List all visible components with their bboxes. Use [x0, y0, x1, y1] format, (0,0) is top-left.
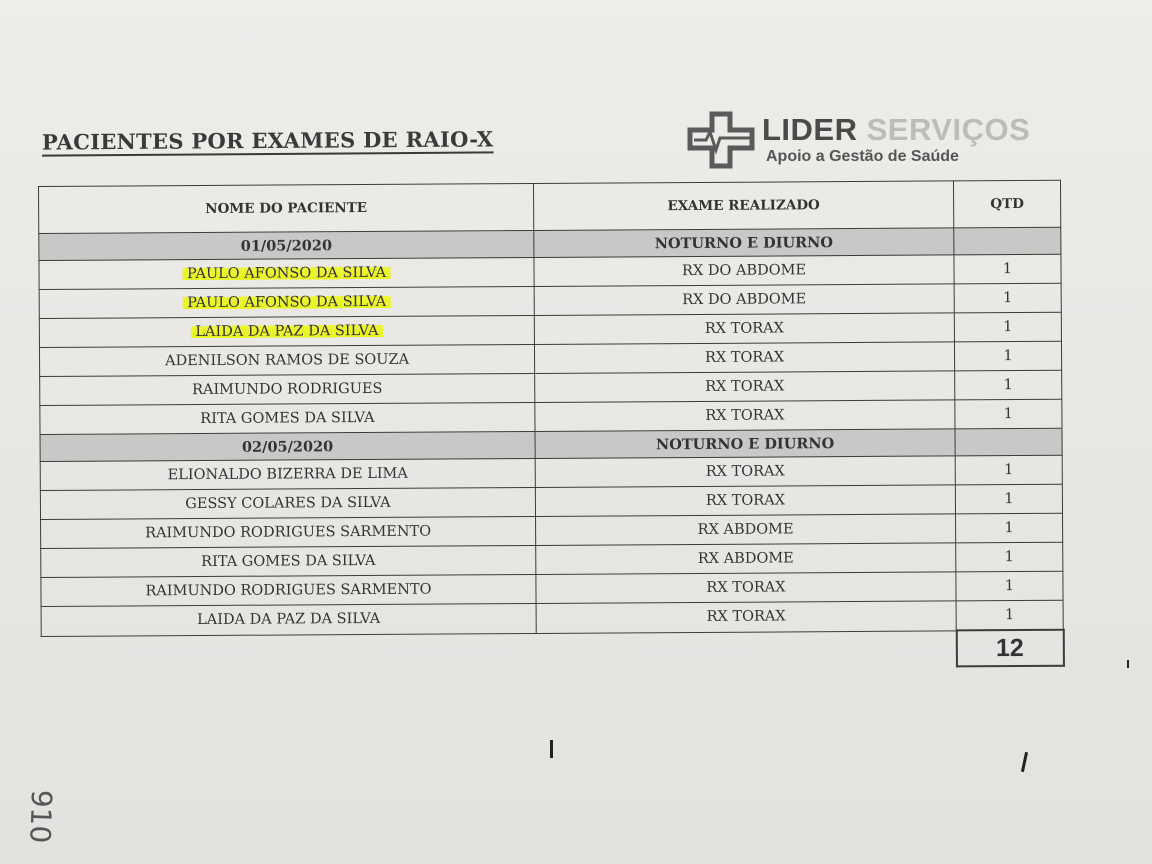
- qty-cell: 1: [954, 254, 1061, 284]
- group-date: 02/05/2020: [40, 431, 535, 461]
- pen-mark: [1021, 752, 1028, 772]
- patient-name: RAIMUNDO RODRIGUES SARMENTO: [145, 523, 432, 542]
- logo-name-dark: LIDER: [762, 112, 867, 147]
- patient-name-cell: [39, 344, 534, 376]
- header-qty: QTD: [953, 180, 1060, 228]
- patient-name-cell: [39, 286, 534, 318]
- patient-name: ADENILSON RAMOS DE SOUZA: [165, 351, 410, 370]
- header-patient-name: NOME DO PACIENTE: [39, 183, 534, 233]
- exam-cell: RX TORAX: [535, 400, 955, 432]
- patient-name-cell: [40, 487, 535, 519]
- table-body: [39, 227, 1064, 672]
- total-qty: 12: [956, 630, 1063, 667]
- patient-name-cell: [41, 603, 536, 636]
- patient-name: RAIMUNDO RODRIGUES SARMENTO: [145, 581, 432, 600]
- qty-cell: 1: [955, 370, 1062, 400]
- header-exam: EXAME REALIZADO: [533, 181, 953, 231]
- patient-name: LAIDA DA PAZ DA SILVA: [197, 611, 381, 629]
- patient-name-cell: [41, 545, 536, 577]
- exam-table: [38, 180, 1064, 673]
- group-qty-empty: [955, 428, 1062, 456]
- exam-cell: RX DO ABDOME: [534, 255, 954, 287]
- logo-tagline: Apoio a Gestão de Saúde: [766, 148, 959, 165]
- handwritten-note: 910: [23, 789, 59, 844]
- total-spacer: [41, 633, 536, 672]
- exam-cell: RX TORAX: [535, 456, 955, 488]
- exam-cell: RX ABDOME: [536, 514, 956, 546]
- patient-name-cell: [39, 315, 534, 347]
- patient-name: LAIDA DA PAZ DA SILVA: [191, 323, 382, 340]
- group-date: 01/05/2020: [39, 230, 534, 260]
- qty-cell: 1: [956, 542, 1063, 572]
- group-shift: NOTURNO E DIURNO: [534, 228, 954, 258]
- qty-cell: 1: [955, 399, 1062, 429]
- exam-cell: RX TORAX: [536, 601, 956, 633]
- group-shift: NOTURNO E DIURNO: [535, 429, 955, 459]
- patient-name-cell: [41, 574, 536, 606]
- patient-name: RAIMUNDO RODRIGUES: [191, 380, 383, 399]
- document-title: PACIENTES POR EXAMES DE RAIO-X: [41, 126, 494, 155]
- exam-cell: RX TORAX: [535, 371, 955, 403]
- patient-name-cell: [40, 458, 535, 490]
- qty-cell: 1: [954, 341, 1061, 371]
- qty-cell: 1: [954, 283, 1061, 313]
- exam-cell: RX TORAX: [536, 572, 956, 604]
- group-qty-empty: [954, 227, 1061, 255]
- exam-table-container: [38, 180, 1065, 673]
- lider-servicos-logo: [686, 108, 1056, 174]
- exam-cell: RX TORAX: [534, 342, 954, 374]
- qty-cell: 1: [955, 484, 1062, 514]
- table-header-row: [39, 180, 1061, 233]
- total-spacer: [536, 630, 956, 669]
- qty-cell: 1: [956, 571, 1063, 601]
- patient-name: PAULO AFONSO DA SILVA: [183, 265, 390, 282]
- patient-name: ELIONALDO BIZERRA DE LIMA: [167, 465, 408, 484]
- logo-name: [762, 112, 1030, 148]
- exam-cell: RX ABDOME: [536, 543, 956, 575]
- patient-name-cell: [40, 373, 535, 405]
- total-row: [41, 630, 1063, 672]
- patient-name: GESSY COLARES DA SILVA: [185, 494, 391, 513]
- patient-name-cell: [40, 402, 535, 434]
- patient-name-cell: [39, 257, 534, 289]
- qty-cell: 1: [954, 312, 1061, 342]
- exam-cell: RX TORAX: [534, 313, 954, 345]
- patient-name-cell: [41, 516, 536, 548]
- qty-cell: 1: [956, 600, 1063, 630]
- patient-name: RITA GOMES DA SILVA: [201, 552, 376, 571]
- pen-mark: [550, 740, 553, 758]
- medical-cross-logo-icon: [686, 110, 758, 170]
- pen-mark: [1127, 660, 1129, 668]
- patient-name: PAULO AFONSO DA SILVA: [183, 294, 390, 311]
- logo-name-faded: SERVIÇOS: [866, 112, 1031, 147]
- exam-cell: RX DO ABDOME: [534, 284, 954, 316]
- patient-name: RITA GOMES DA SILVA: [200, 409, 375, 428]
- qty-cell: 1: [956, 513, 1063, 543]
- qty-cell: 1: [955, 455, 1062, 485]
- exam-cell: RX TORAX: [535, 485, 955, 517]
